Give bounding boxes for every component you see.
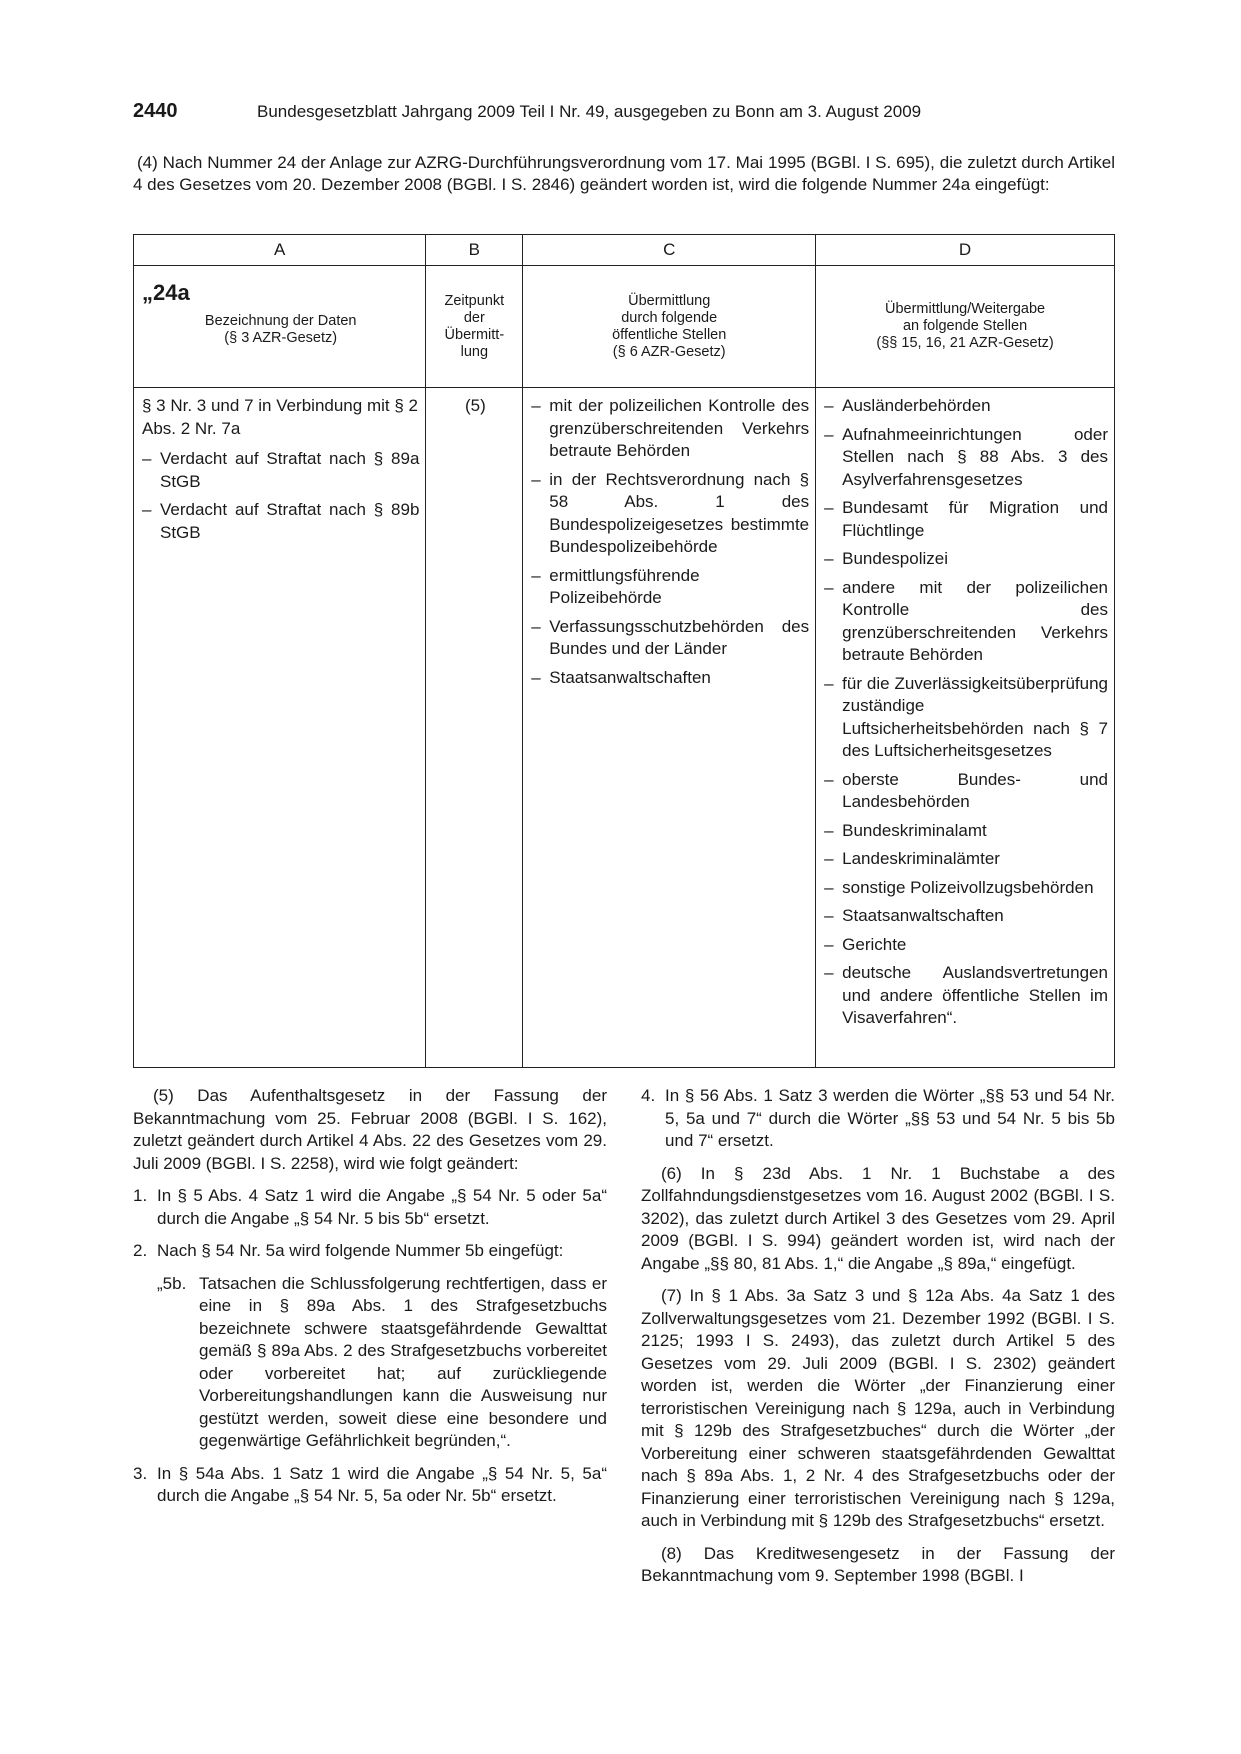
d-list-item: – Staatsanwaltschaften [824, 906, 1004, 925]
d-list-item: – Bundesamt für Migration und Flüchtlinge [824, 498, 1108, 540]
c-caption-line: (§ 6 AZR-Gesetz) [612, 343, 726, 360]
c-list-item: – Staatsanwaltschaften [531, 667, 711, 687]
d-list-item: – Bundespolizei [824, 549, 948, 568]
column-a-cell [134, 388, 426, 1068]
a-caption-line: Bezeichnung der Daten [204, 313, 357, 329]
column-c-header: C [523, 235, 816, 266]
d-list-item: – oberste Bundes- und Landesbehörden [824, 769, 1108, 811]
paragraph-7: (7) In § 1 Abs. 3a Satz 3 und § 12a Abs. 4a Satz 1 des Zollverwaltungsgesetzes vom 21. Dezember 1992 (BGBl. I S. 2125; 1993 I S. 2493), das zuletzt durch Artikel 5 des Gesetzes vom 29. Juli 2009 (BGBl. I S. 2302) geändert worden ist, werden die Wörter „der Finanzierung einer terroristischen Vereinigung nach § 129a, auch in Verbindung mit § 129b des Strafgesetzbuches“ durch die Wörter „der Vorbereitung einer schweren staatsgefährdenden Gewalttat nach § 89a Abs. 1, 2 Nr. 4 des Strafgesetzbuchs oder der Finanzierung einer terroristischen Vereinigung nach § 129a, auch in Verbindung mit § 129b des Strafgesetzbuchs“ ersetzt. [641, 1286, 1115, 1530]
anlage-table [133, 234, 1115, 1068]
c-caption-line: Übermittlung [628, 292, 711, 309]
running-head: Bundesgesetzblatt Jahrgang 2009 Teil I Nr. 49, ausgegeben zu Bonn am 3. August 2009 [257, 102, 922, 121]
amendment-item: 2. Nach § 54 Nr. 5a wird folgende Nummer 5b eingefügt: [133, 1241, 564, 1260]
d-list-item: – Ausländerbehörden [824, 396, 991, 415]
page [133, 100, 1115, 1585]
column-a-caption [134, 266, 426, 388]
column-c-caption [523, 266, 816, 388]
entry-number: „24a [142, 280, 190, 305]
d-caption-line: (§§ 15, 16, 21 AZR-Gesetz) [876, 335, 1054, 351]
c-list-item: – in der Rechtsverordnung nach § 58 Abs. 1 des Bundespolizeigesetzes bestimmte Bundespolizeibehörde [531, 469, 810, 556]
amendment-item: 3. In § 54a Abs. 1 Satz 1 wird die Angabe „§ 54 Nr. 5, 5a“ durch die Angabe „§ 54 Nr. 5, 5a oder Nr. 5b“ ersetzt. [133, 1463, 607, 1505]
column-b-caption [426, 266, 523, 388]
paragraph-8: (8) Das Kreditwesengesetz in der Fassung der Bekanntmachung vom 9. September 1998 (BGBl. I [641, 1543, 1115, 1585]
b-caption-line: lung [460, 343, 489, 360]
a-intro: § 3 Nr. 3 und 7 in Verbindung mit § 2 Abs. 2 Nr. 7a [142, 396, 418, 438]
column-d-cell [816, 388, 1115, 1068]
right-column [641, 1085, 1115, 1598]
intro-paragraph: (4) Nach Nummer 24 der Anlage zur AZRG-Durchführungsverordnung vom 17. Mai 1995 (BGBl. I S. 695), die zuletzt durch Artikel 4 des Gesetzes vom 20. Dezember 2008 (BGBl. I S. 2846) geändert worden ist, wird die folgende Nummer 24a eingefügt: [133, 153, 1115, 194]
column-c-cell [523, 388, 816, 1068]
page-header [133, 100, 1115, 132]
d-caption-line: an folgende Stellen [902, 318, 1028, 334]
a-list-item: – Verdacht auf Straftat nach § 89a StGB [142, 449, 420, 491]
page-number: 2440 [133, 100, 178, 122]
d-list-item: – andere mit der polizeilichen Kontrolle des grenzüberschreitenden Verkehrs betraute Behörden [824, 577, 1108, 664]
table-body-row [134, 388, 1115, 1068]
column-d-caption [816, 266, 1115, 388]
b-caption-line: Übermitt- [444, 326, 505, 343]
d-list-item: – für die Zuverlässigkeitsüberprüfung zuständige Luftsicherheitsbehörden nach § 7 des Luftsicherheitsgesetzes [824, 673, 1108, 760]
d-list-item: – Aufnahmeeinrichtungen oder Stellen nach § 88 Abs. 3 des Asylverfahrensgesetzes [824, 424, 1108, 489]
paragraph-6: (6) In § 23d Abs. 1 Nr. 1 Buchstabe a des Zollfahndungsdienstgesetzes vom 16. August 2002 (BGBl. I S. 3202), das zuletzt durch Artikel 3 des Gesetzes vom 29. April 2009 (BGBl. I S. 994) geändert worden ist, wird nach der Angabe „§§ 80, 81 Abs. 1,“ die Angabe „§ 89a,“ eingefügt. [641, 1163, 1115, 1273]
a-list-item: – Verdacht auf Straftat nach § 89b StGB [142, 500, 420, 542]
d-list-item: – deutsche Auslandsvertretungen und andere öffentliche Stellen im Visaverfahren“. [824, 963, 1108, 1027]
d-list-item: – Bundeskriminalamt [824, 820, 987, 840]
b-caption-line: der [463, 309, 485, 326]
c-list-item: – ermittlungsführende Polizeibehörde [531, 565, 700, 607]
column-d-header: D [816, 235, 1115, 266]
c-caption-line: öffentliche Stellen [612, 326, 727, 343]
amendment-item: 4. In § 56 Abs. 1 Satz 3 werden die Wörter „§§ 53 und 54 Nr. 5, 5a und 7“ durch die Wörter „§§ 53 und 54 Nr. 5 bis 5b und 7“ ersetzt. [641, 1086, 1115, 1150]
column-caption-row [134, 266, 1115, 388]
amendment-item: 1. In § 5 Abs. 4 Satz 1 wird die Angabe „§ 54 Nr. 5 oder 5a“ durch die Angabe „§ 54 Nr. 5 bis 5b“ ersetzt. [133, 1186, 607, 1228]
column-b-header: B [426, 235, 523, 266]
left-column [133, 1085, 607, 1518]
c-list-item: – mit der polizeilichen Kontrolle des grenzüberschreitenden Verkehrs betraute Behörden [531, 396, 810, 460]
column-letter-row [134, 235, 1115, 266]
paragraph-5: (5) Das Aufenthaltsgesetz in der Fassung der Bekanntmachung vom 25. Februar 2008 (BGBl. I S. 162), zuletzt geändert durch Artikel 4 Abs. 22 des Gesetzes vom 29. Juli 2009 (BGBl. I S. 2258), wird wie folgt geändert: [133, 1086, 607, 1173]
a-caption-line: (§ 3 AZR-Gesetz) [224, 330, 338, 346]
inserted-number-5b: „5b. Tatsachen die Schlussfolgerung rechtfertigen, dass er eine in § 89a Abs. 1 des Strafgesetzbuchs bezeichnete schwere staatsgefährdende Gewalttat gemäß § 89a Abs. 2 des Strafgesetzbuchs vorbereitet oder vorbereitet hat; auf zurückliegende Vorbereitungshandlungen kann die Ausweisung nur gestützt werden, soweit diese eine besondere und gegenwärtige Gefährlichkeit begründen,“. [157, 1273, 607, 1450]
c-caption-line: durch folgende [621, 309, 718, 326]
d-list-item: – sonstige Polizeivollzugsbehörden [824, 877, 1094, 897]
column-b-cell: (5) [426, 388, 523, 1068]
b-caption-line: Zeitpunkt [444, 292, 505, 309]
d-list-item: – Landeskriminalämter [824, 849, 1000, 868]
d-caption-line: Übermittlung/Weitergabe [885, 301, 1046, 317]
column-a-header: A [134, 235, 426, 266]
d-list-item: – Gerichte [824, 934, 907, 954]
c-list-item: – Verfassungsschutzbehörden des Bundes und der Länder [531, 616, 810, 658]
